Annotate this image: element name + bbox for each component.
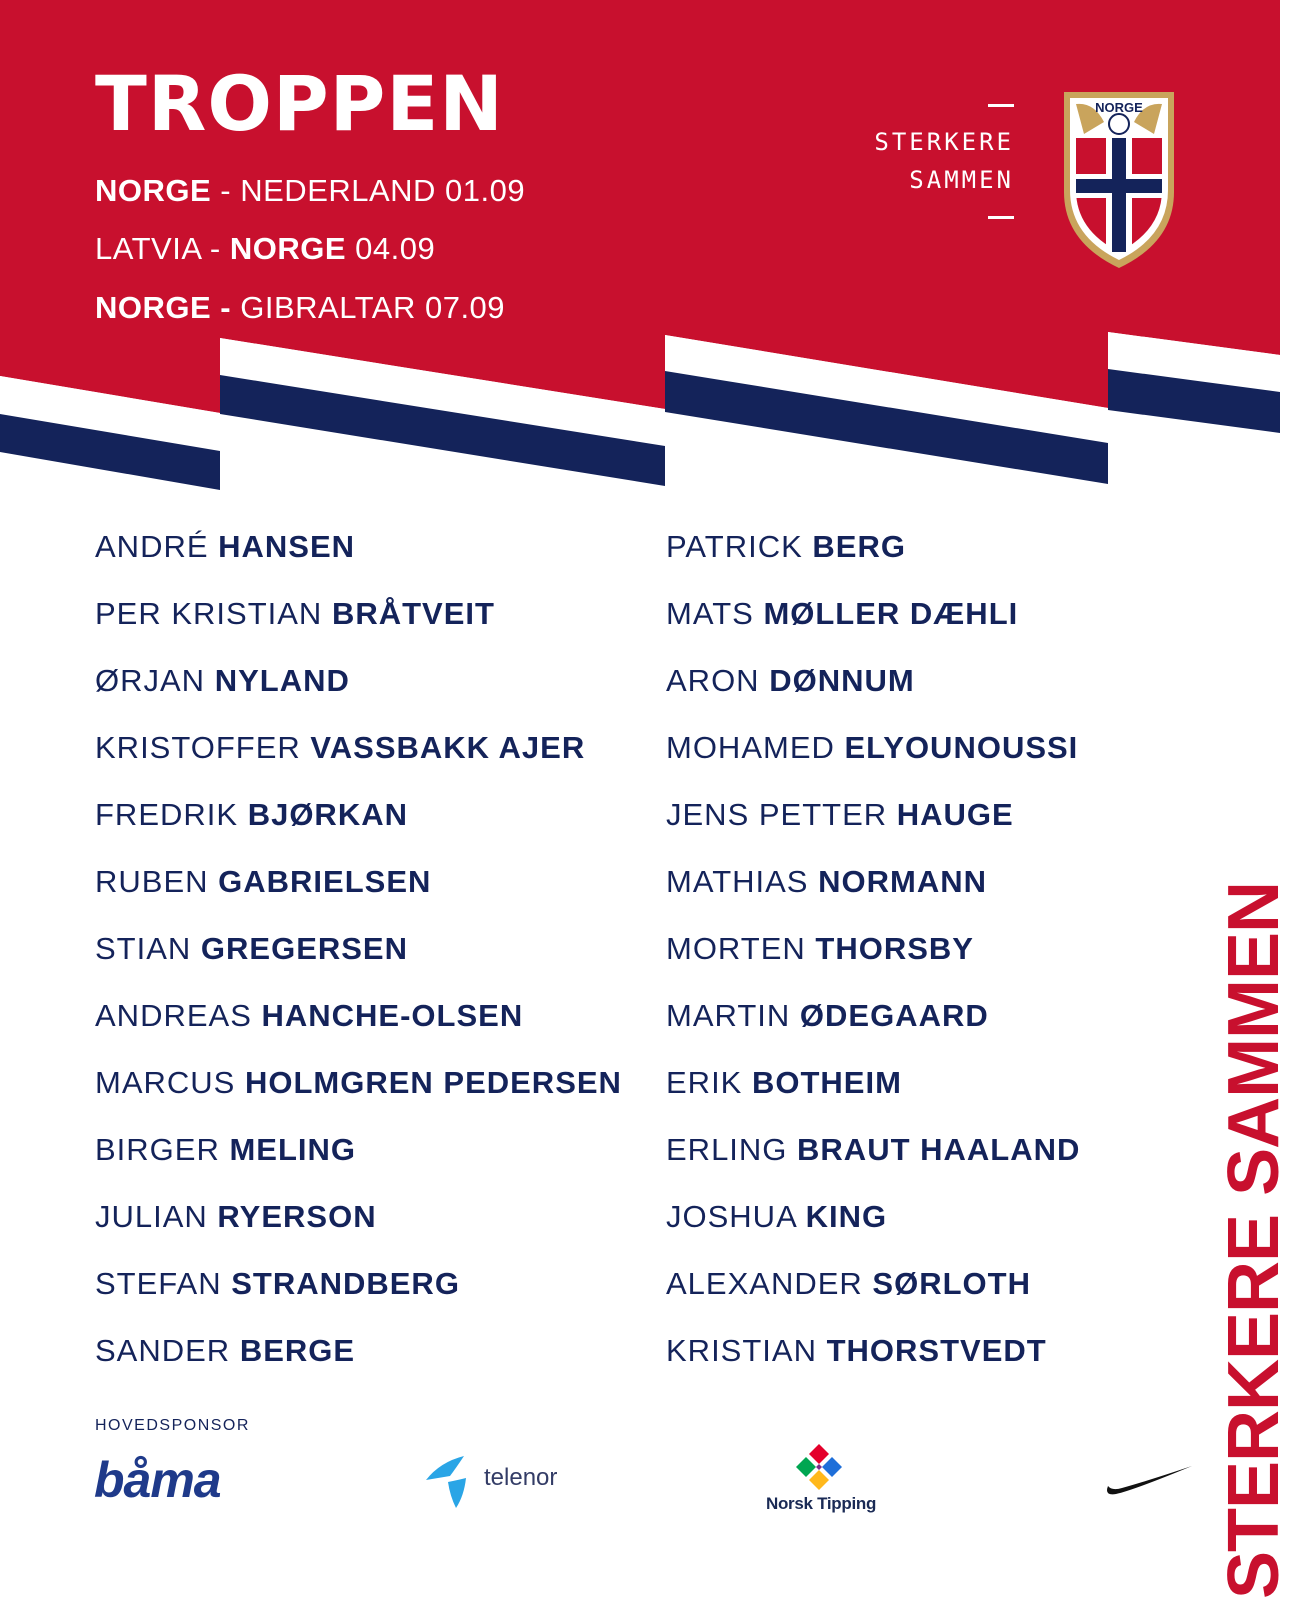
player-name: [666, 732, 1078, 763]
telenor-logo-text: telenor: [484, 1464, 558, 1491]
fixture-2-date: 04.09: [346, 231, 436, 266]
player-last: DØNNUM: [769, 663, 915, 698]
player-first: KRISTOFFER: [95, 730, 311, 765]
player-last: MELING: [229, 1132, 357, 1167]
tagline-line-2: SAMMEN: [909, 166, 1014, 194]
tagline-top-bar: [988, 104, 1014, 107]
player-first: KRISTIAN: [666, 1333, 827, 1368]
fixture-1-home: NORGE: [95, 173, 212, 208]
nike-swoosh-icon: [1104, 1462, 1194, 1498]
fixture-3-rest: GIBRALTAR 07.09: [231, 290, 506, 325]
norsk-tipping-logo-icon: [796, 1444, 842, 1490]
player-name: [95, 665, 350, 696]
player-last: VASSBAKK AJER: [310, 730, 586, 765]
player-first: FREDRIK: [95, 797, 248, 832]
player-last: ØDEGAARD: [799, 998, 989, 1033]
player-name: [666, 933, 974, 964]
player-last: STRANDBERG: [231, 1266, 460, 1301]
vertical-slogan: STERKERE SAMMEN: [1214, 881, 1294, 1599]
player-name: [95, 799, 408, 830]
player-first: MARTIN: [666, 998, 800, 1033]
fixture-2: [95, 233, 435, 264]
norsk-tipping-logo-text: Norsk Tipping: [766, 1494, 877, 1513]
player-last: BRÅTVEIT: [331, 596, 495, 631]
player-name: [95, 1000, 523, 1031]
player-last: BJØRKAN: [247, 797, 408, 832]
player-last: GABRIELSEN: [218, 864, 432, 899]
player-name: [95, 1201, 377, 1232]
player-last: NORMANN: [818, 864, 987, 899]
player-name: [666, 531, 906, 562]
player-name: [666, 665, 915, 696]
fixture-1-rest: - NEDERLAND 01.09: [211, 173, 526, 208]
player-first: ARON: [666, 663, 770, 698]
tagline-line-1: STERKERE: [874, 128, 1014, 156]
player-last: RYERSON: [217, 1199, 377, 1234]
player-name: [95, 732, 585, 763]
player-first: MOHAMED: [666, 730, 845, 765]
telenor-logo-icon: [420, 1450, 482, 1512]
player-first: STIAN: [95, 931, 201, 966]
player-name: [95, 1067, 622, 1098]
player-name: [666, 1067, 902, 1098]
player-first: ERLING: [666, 1132, 798, 1167]
player-first: MARCUS: [95, 1065, 245, 1100]
player-first: ERIK: [666, 1065, 752, 1100]
page-title: TROPPEN: [95, 59, 504, 148]
crest-label: NORGE: [1095, 100, 1143, 115]
player-last: BERGE: [239, 1333, 356, 1368]
player-first: MORTEN: [666, 931, 816, 966]
player-last: MØLLER DÆHLI: [763, 596, 1019, 631]
player-first: STEFAN: [95, 1266, 232, 1301]
fixture-1: [95, 175, 525, 206]
player-last: HOLMGREN PEDERSEN: [244, 1065, 622, 1100]
player-last: HANSEN: [218, 529, 356, 564]
player-first: ANDREAS: [95, 998, 262, 1033]
player-first: MATS: [666, 596, 764, 631]
player-last: KING: [805, 1199, 888, 1234]
player-first: SANDER: [95, 1333, 240, 1368]
player-first: ALEXANDER: [666, 1266, 873, 1301]
player-first: PER KRISTIAN: [95, 596, 332, 631]
player-name: [95, 598, 495, 629]
player-first: MATHIAS: [666, 864, 819, 899]
fixture-3-home: NORGE -: [95, 290, 232, 325]
player-first: PATRICK: [666, 529, 813, 564]
tagline: [870, 104, 1020, 224]
player-first: JENS PETTER: [666, 797, 897, 832]
player-last: BRAUT HAALAND: [797, 1132, 1081, 1167]
player-name: [95, 531, 355, 562]
player-name: [95, 1134, 356, 1165]
player-last: THORSBY: [815, 931, 974, 966]
player-name: [666, 1335, 1047, 1366]
player-last: HAUGE: [896, 797, 1014, 832]
bama-logo: båma: [94, 1452, 221, 1508]
player-first: ANDRÉ: [95, 529, 219, 564]
player-name: [95, 933, 408, 964]
tagline-bottom-bar: [988, 216, 1014, 219]
player-last: HANCHE-OLSEN: [261, 998, 524, 1033]
player-name: [666, 598, 1018, 629]
player-name: [666, 1134, 1080, 1165]
player-last: NYLAND: [214, 663, 350, 698]
player-last: BOTHEIM: [751, 1065, 902, 1100]
player-name: [666, 1201, 887, 1232]
player-first: ØRJAN: [95, 663, 215, 698]
player-name: [95, 1335, 355, 1366]
player-name: [95, 1268, 460, 1299]
sponsor-label: HOVEDSPONSOR: [95, 1417, 250, 1434]
player-name: [666, 799, 1014, 830]
player-first: JOSHUA: [666, 1199, 806, 1234]
player-last: ELYOUNOUSSI: [844, 730, 1079, 765]
player-first: BIRGER: [95, 1132, 230, 1167]
player-last: THORSTVEDT: [826, 1333, 1047, 1368]
player-name: [666, 1000, 989, 1031]
player-last: BERG: [812, 529, 906, 564]
fixture-2-away: NORGE: [229, 231, 347, 266]
player-name: [666, 1268, 1031, 1299]
player-last: GREGERSEN: [200, 931, 409, 966]
player-name: [666, 866, 987, 897]
player-last: SØRLOTH: [872, 1266, 1031, 1301]
player-name: [95, 866, 431, 897]
player-first: JULIAN: [95, 1199, 218, 1234]
nff-crest-icon: [1054, 82, 1184, 272]
player-first: RUBEN: [95, 864, 219, 899]
fixture-3: [95, 292, 505, 323]
fixture-2-home: LATVIA -: [95, 231, 230, 266]
